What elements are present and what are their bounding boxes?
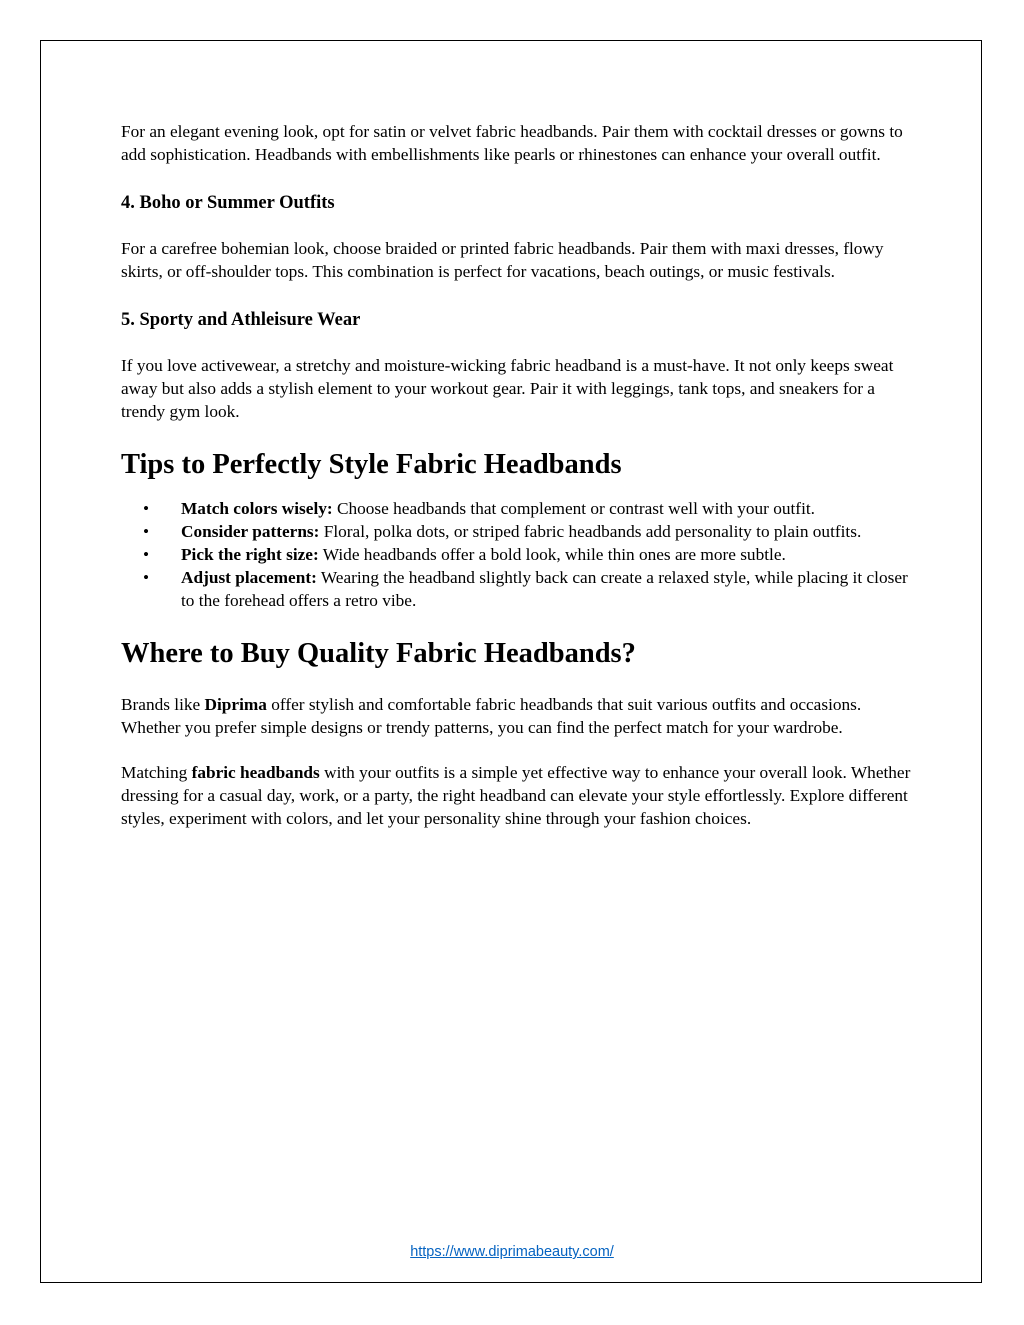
bullet-icon: • <box>143 522 150 541</box>
section-5-paragraph: If you love activewear, a stretchy and moisture-wicking fabric headband is a must-have. It not only keeps sweat away but also adds a stylish element to your workout gear. Pair it with leggings, tank tops, and sneakers for a trendy gym look. <box>121 356 894 421</box>
document-body <box>121 120 911 830</box>
section-5-heading: 5. Sporty and Athleisure Wear <box>121 310 361 330</box>
para1-text-after: offer stylish and comfortable fabric headbands that suit various outfits and occasions. Whether you prefer simple designs or trendy patterns, you can find the perfect match for your wardrobe. <box>121 695 862 737</box>
where-to-buy-heading: Where to Buy Quality Fabric Headbands? <box>121 638 636 669</box>
list-item <box>121 520 911 543</box>
para2-text-after: with your outfits is a simple yet effective way to enhance your overall look. Whether dressing for a casual day, work, or a party, the right headband can elevate your style effortlessly. Explore different styles, experiment with colors, and let your personality shine through your fashion choices. <box>121 763 911 828</box>
tip-label: Adjust placement: <box>181 568 317 587</box>
intro-paragraph: For an elegant evening look, opt for satin or velvet fabric headbands. Pair them with cocktail dresses or gowns to add sophistication. Headbands with embellishments like pearls or rhinestones can enhance your overall outfit. <box>121 122 903 164</box>
tip-text: Wearing the headband slightly back can create a relaxed style, while placing it closer to the forehead offers a retro vibe. <box>181 568 908 610</box>
tip-text: Wide headbands offer a bold look, while thin ones are more subtle. <box>318 545 786 564</box>
section-4-paragraph: For a carefree bohemian look, choose braided or printed fabric headbands. Pair them with maxi dresses, flowy skirts, or off-shoulder tops. This combination is perfect for vacations, beach outings, or music festivals. <box>121 239 884 281</box>
list-item <box>121 497 911 520</box>
list-item <box>121 543 911 566</box>
section-4-heading: 4. Boho or Summer Outfits <box>121 193 335 213</box>
bullet-icon: • <box>143 568 150 587</box>
brand-name: Diprima <box>204 695 267 714</box>
list-item <box>121 566 911 612</box>
tip-text: Floral, polka dots, or striped fabric headbands add personality to plain outfits. <box>319 522 862 541</box>
tip-text: Choose headbands that complement or contrast well with your outfit. <box>332 499 815 518</box>
footer <box>0 1243 1024 1261</box>
para2-text-before: Matching <box>121 763 192 782</box>
where-to-buy-paragraph-2 <box>121 761 911 830</box>
tips-list <box>121 497 911 612</box>
bullet-icon: • <box>143 499 150 518</box>
para1-text-before: Brands like <box>121 695 205 714</box>
keyword-bold: fabric headbands <box>191 763 320 782</box>
tips-heading: Tips to Perfectly Style Fabric Headbands <box>121 449 622 480</box>
footer-website-link[interactable]: https://www.diprimabeauty.com/ <box>410 1244 614 1260</box>
tip-label: Match colors wisely: <box>181 499 333 518</box>
tip-label: Consider patterns: <box>181 522 320 541</box>
where-to-buy-paragraph-1 <box>121 693 911 739</box>
bullet-icon: • <box>143 545 150 564</box>
tip-label: Pick the right size: <box>181 545 319 564</box>
